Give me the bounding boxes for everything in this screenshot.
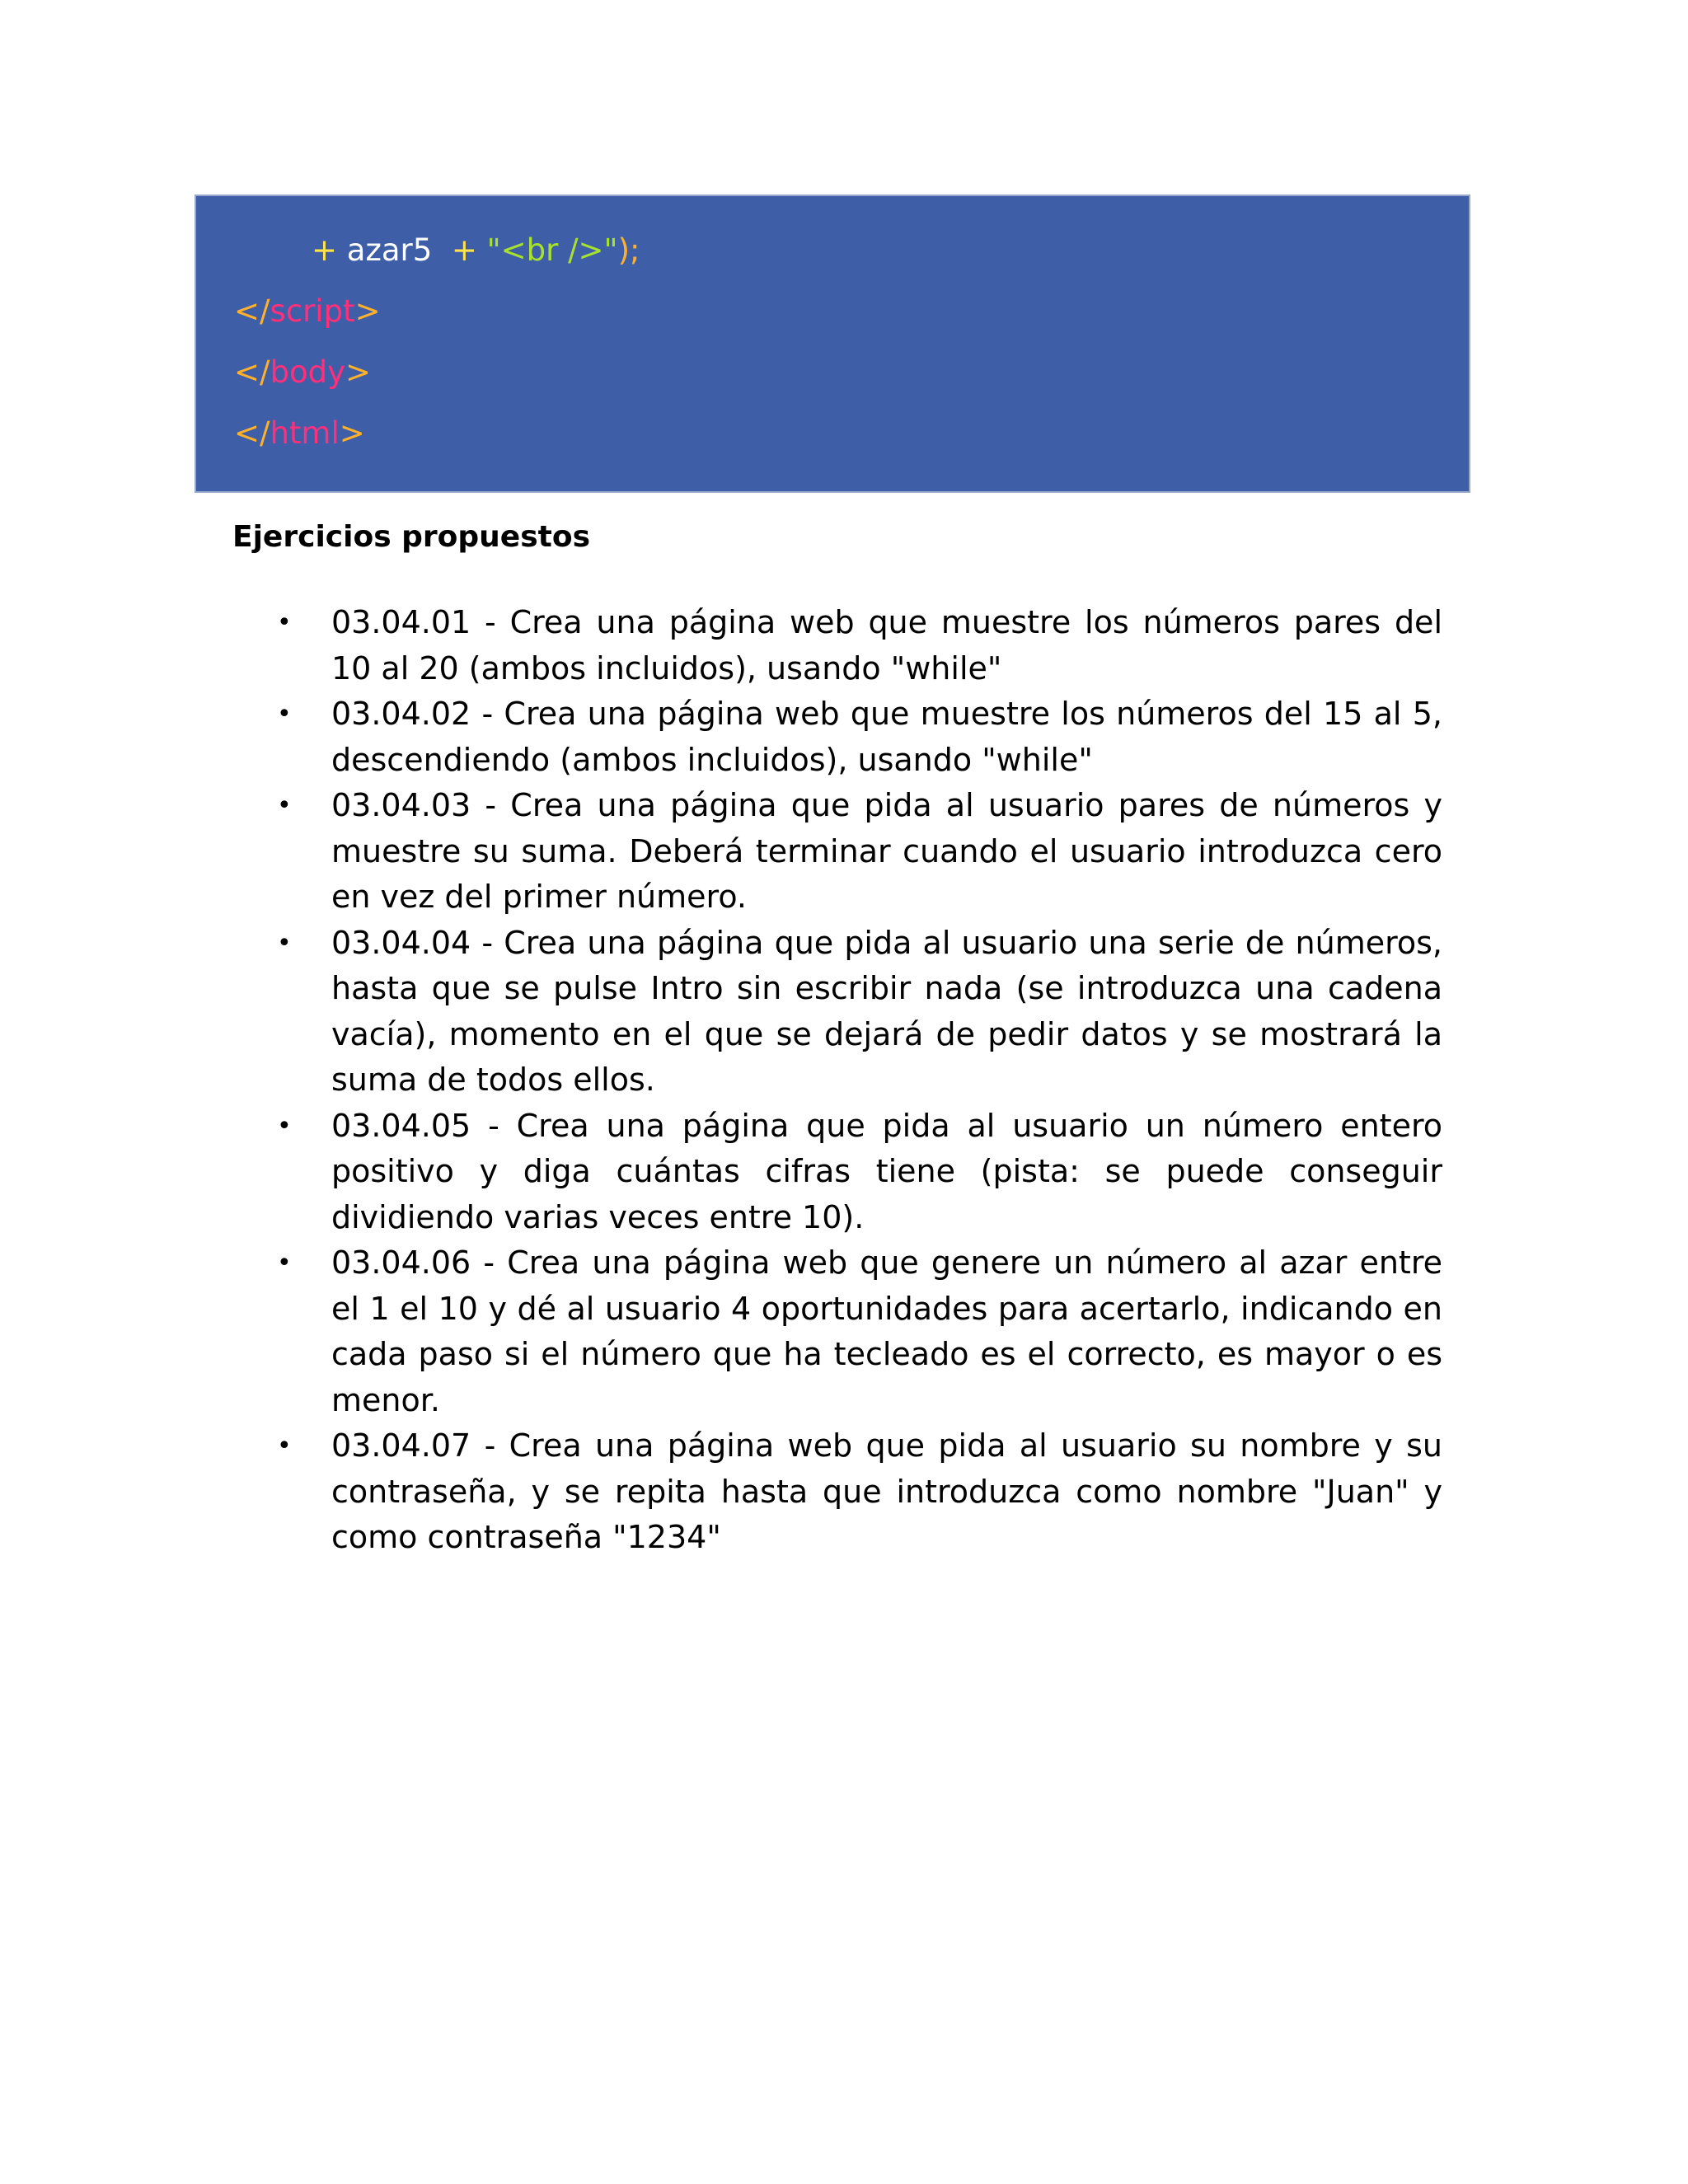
bullet-icon: •: [277, 700, 292, 729]
exercise-text: 03.04.03 - Crea una página que pida al usuario pares de números y muestre su suma. Deberá terminar cuando el usuario introduzca cero en vez del primer número.: [331, 787, 1442, 915]
code-token-bracket: </: [234, 354, 270, 390]
exercise-text: 03.04.06 - Crea una página web que genere un número al azar entre el 1 el 10 y dé al usuario 4 oportunidades para acertarlo, indicando en cada paso si el número que ha tecleado es el correcto, es mayor o es menor.: [331, 1244, 1442, 1418]
code-token-string: "<br />": [486, 232, 618, 268]
bullet-icon: •: [277, 791, 292, 820]
bullet-icon: •: [277, 1432, 292, 1460]
bullet-icon: •: [277, 1111, 292, 1141]
code-line-close-html: [234, 415, 365, 452]
code-token-punctuation: );: [617, 232, 640, 268]
exercise-item: [272, 921, 1442, 1104]
exercise-text: 03.04.01 - Crea una página web que muestre los números pares del 10 al 20 (ambos incluidos), usando "while": [331, 604, 1442, 687]
code-token-operator: +: [312, 232, 347, 268]
exercise-item: [272, 600, 1442, 691]
exercise-text: 03.04.05 - Crea una página que pida al usuario un número entero positivo y diga cuántas cifras tiene (pista: se puede conseguir dividiendo varias veces entre 10).: [331, 1107, 1442, 1235]
exercise-item: [272, 1423, 1442, 1561]
code-line-close-script: [234, 293, 381, 330]
code-block: [195, 194, 1470, 493]
code-line-close-body: [234, 354, 371, 391]
code-token-tag: body: [270, 354, 345, 390]
exercise-text: 03.04.04 - Crea una página que pida al usuario una serie de números, hasta que se pulse Intro sin escribir nada (se introduzca una cadena vacía), momento en el que se dejará de pedir datos y se mostrará la suma de todos ellos.: [331, 924, 1442, 1098]
code-token-bracket: >: [339, 415, 365, 451]
bullet-icon: •: [277, 928, 292, 958]
exercise-list: [272, 600, 1442, 1561]
code-token-tag: script: [270, 293, 355, 329]
section-title: Ejercicios propuestos: [232, 520, 591, 554]
code-token-tag: html: [270, 415, 340, 451]
code-token-bracket: >: [345, 354, 371, 390]
code-token-identifier: azar5: [346, 232, 433, 268]
exercise-text: 03.04.07 - Crea una página web que pida al usuario su nombre y su contraseña, y se repita hasta que introduzca como nombre "Juan" y como contraseña "1234": [331, 1427, 1442, 1555]
exercise-item: [272, 1104, 1442, 1241]
bullet-icon: •: [277, 608, 292, 637]
bullet-icon: •: [277, 1249, 292, 1277]
exercise-item: [272, 691, 1442, 783]
exercise-text: 03.04.02 - Crea una página web que muestre los números del 15 al 5, descendiendo (ambos incluidos), usando "while": [331, 696, 1442, 778]
code-token-bracket: </: [234, 293, 270, 329]
code-token-bracket: >: [354, 293, 381, 329]
code-token-operator: +: [432, 232, 487, 268]
exercise-item: [272, 783, 1442, 921]
code-token-bracket: </: [234, 415, 270, 451]
code-line-concat: [312, 232, 640, 269]
exercise-item: [272, 1240, 1442, 1423]
